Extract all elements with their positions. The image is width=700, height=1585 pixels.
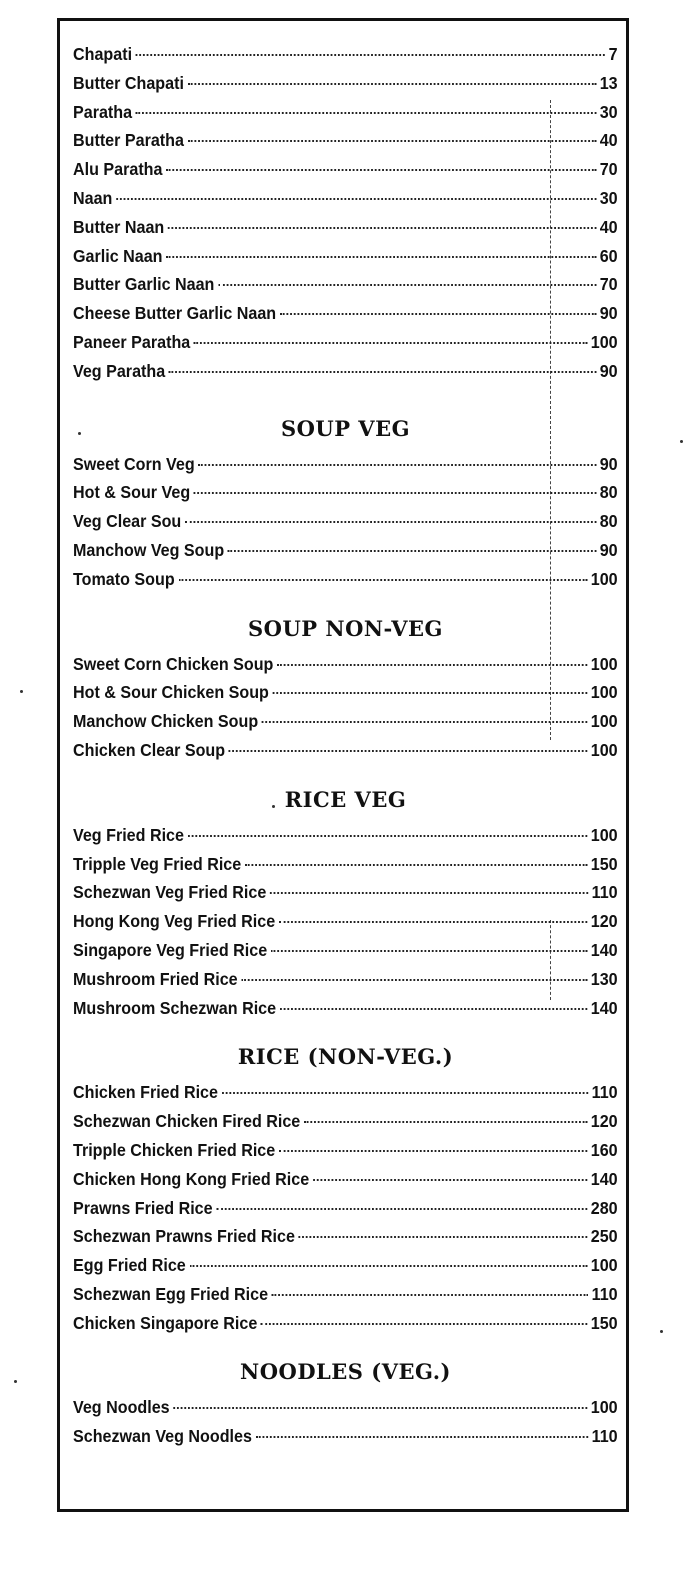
menu-item-name: Naan	[73, 187, 113, 208]
menu-item-name: Chapati	[73, 44, 133, 64]
menu-item-name: Veg Fried Rice	[73, 824, 184, 845]
menu-item-row	[73, 98, 618, 127]
menu-item-row	[73, 936, 618, 965]
menu-item-row	[73, 565, 618, 594]
rice-nonveg-section	[73, 1036, 618, 1337]
section-title-rice-veg: RICE VEG	[284, 786, 407, 812]
menu-item-price: 30	[599, 187, 618, 208]
menu-item-price: 90	[599, 453, 618, 474]
menu-item-row	[73, 1078, 618, 1107]
dot-leader	[188, 835, 587, 837]
menu-item-name: Schezwan Prawns Fried Rice	[73, 1226, 295, 1247]
menu-item-row	[73, 650, 618, 679]
menu-item-row	[73, 1107, 618, 1136]
menu-item-name: Mushroom Fried Rice	[73, 968, 238, 989]
menu-item-row	[73, 707, 618, 736]
menu-item-price: 100	[590, 739, 618, 760]
menu-item-name: Veg Clear Sou	[73, 511, 182, 532]
dot-leader	[166, 169, 596, 171]
menu-item-name: Hot & Sour Chicken Soup	[73, 682, 269, 703]
menu-item-name: Schezwan Chicken Fired Rice	[73, 1111, 301, 1132]
menu-item-row	[73, 821, 618, 850]
menu-item-name: Butter Chapati	[73, 72, 184, 93]
menu-item-name: Mushroom Schezwan Rice	[73, 997, 277, 1018]
menu-item-price: 70	[599, 274, 618, 295]
menu-item-price: 40	[599, 216, 618, 237]
dot-leader	[277, 664, 587, 666]
menu-item-price: 150	[590, 853, 618, 874]
dot-leader	[194, 342, 587, 344]
menu-item-name: Manchow Veg Soup	[73, 539, 225, 560]
dot-leader	[228, 550, 596, 552]
dot-leader	[222, 1092, 588, 1094]
menu-item-price: 160	[590, 1139, 618, 1160]
menu-item-name: Manchow Chicken Soup	[73, 711, 259, 732]
dot-leader	[168, 227, 596, 229]
menu-item-name: Paratha	[73, 101, 133, 122]
menu-item-row	[73, 328, 618, 357]
dot-leader	[241, 979, 587, 981]
dot-leader	[279, 921, 587, 923]
menu-item-price: 120	[590, 1111, 618, 1132]
menu-item-price: 130	[590, 968, 618, 989]
menu-item-row	[73, 507, 618, 536]
section-title-soup-veg: SOUP VEG	[280, 415, 411, 441]
menu-item-price: 250	[590, 1226, 618, 1247]
dot-leader	[169, 371, 596, 373]
menu-item-price: 60	[599, 245, 618, 266]
menu-item-row	[73, 184, 618, 213]
menu-item-name: Chicken Fried Rice	[73, 1082, 218, 1103]
scan-speck	[680, 440, 683, 443]
menu-item-price: 100	[590, 653, 618, 674]
menu-item-price: 110	[591, 1426, 618, 1447]
dot-leader	[313, 1179, 587, 1181]
menu-item-name: Sweet Corn Veg	[73, 453, 195, 474]
section-title-rice-nonveg: RICE (NON-VEG.)	[237, 1044, 454, 1070]
menu-item-name: Hot & Sour Veg	[73, 482, 191, 503]
menu-item-row	[73, 536, 618, 565]
menu-item-row	[73, 850, 618, 879]
menu-item-name: Veg Noodles	[73, 1397, 170, 1418]
dot-leader	[261, 1323, 587, 1325]
scan-speck	[660, 1330, 663, 1333]
dot-leader	[280, 313, 596, 315]
menu-item-price: 13	[599, 72, 618, 93]
dot-leader	[189, 1265, 587, 1267]
menu-item-name: Schezwan Veg Noodles	[73, 1426, 252, 1447]
scan-speck	[20, 690, 23, 693]
dot-leader	[218, 284, 596, 286]
menu-item-price: 140	[590, 997, 618, 1018]
menu-item-price: 100	[590, 824, 618, 845]
menu-item-name: Alu Paratha	[73, 159, 163, 180]
menu-item-name: Singapore Veg Fried Rice	[73, 939, 268, 960]
soup-nonveg-item-list	[73, 650, 618, 765]
menu-item-name: Veg Paratha	[73, 360, 166, 381]
dot-leader	[188, 140, 596, 142]
menu-item-row	[73, 965, 618, 994]
breads-section	[73, 40, 618, 386]
soup-nonveg-section	[73, 608, 618, 765]
dot-leader	[136, 54, 605, 56]
menu-item-price: 100	[590, 1397, 618, 1418]
scan-speck	[14, 1380, 17, 1383]
menu-item-row	[73, 994, 618, 1023]
dot-leader	[299, 1236, 588, 1238]
dot-leader	[185, 521, 596, 523]
menu-item-price: 100	[590, 682, 618, 703]
menu-item-price: 100	[590, 1255, 618, 1276]
dot-leader	[198, 464, 596, 466]
dot-leader	[136, 112, 596, 114]
dot-leader	[116, 198, 596, 200]
dot-leader	[270, 892, 588, 894]
dot-leader	[245, 864, 587, 866]
menu-item-row	[73, 1165, 618, 1194]
menu-item-price: 140	[590, 1168, 618, 1189]
rice-veg-item-list	[73, 821, 618, 1023]
menu-item-row	[73, 1422, 618, 1451]
menu-item-name: Butter Garlic Naan	[73, 274, 215, 295]
dot-leader	[194, 492, 596, 494]
menu-item-name: Butter Paratha	[73, 130, 184, 151]
menu-item-row	[73, 450, 618, 479]
menu-item-row	[73, 1280, 618, 1309]
menu-item-price: 90	[599, 303, 618, 324]
menu-item-row	[73, 40, 618, 69]
menu-item-row	[73, 126, 618, 155]
menu-item-name: Egg Fried Rice	[73, 1255, 186, 1276]
menu-item-row	[73, 1136, 618, 1165]
noodles-veg-item-list	[73, 1393, 618, 1451]
dot-leader	[166, 256, 596, 258]
menu-item-price: 70	[599, 159, 618, 180]
menu-item-row	[73, 242, 618, 271]
menu-item-row	[73, 907, 618, 936]
menu-item-row	[73, 478, 618, 507]
menu-item-name: Sweet Corn Chicken Soup	[73, 653, 274, 674]
menu-item-row	[73, 357, 618, 386]
menu-item-row	[73, 1309, 618, 1338]
menu-item-name: Tripple Veg Fried Rice	[73, 853, 242, 874]
menu-item-price: 110	[591, 882, 618, 903]
dot-leader	[188, 83, 596, 85]
menu-item-price: 80	[599, 482, 618, 503]
dot-leader	[229, 750, 587, 752]
dot-leader	[271, 950, 587, 952]
menu-item-row	[73, 213, 618, 242]
menu-item-row	[73, 1393, 618, 1422]
breads-item-list	[73, 40, 618, 386]
dot-leader	[272, 1294, 588, 1296]
dot-leader	[216, 1208, 587, 1210]
menu-item-name: Tripple Chicken Fried Rice	[73, 1139, 276, 1160]
menu-item-price: 100	[590, 568, 618, 589]
dot-leader	[262, 721, 587, 723]
menu-item-price: 150	[590, 1312, 618, 1333]
menu-item-name: Garlic Naan	[73, 245, 163, 266]
rice-nonveg-item-list	[73, 1078, 618, 1337]
menu-item-name: Cheese Butter Garlic Naan	[73, 303, 277, 324]
menu-item-price: 90	[599, 539, 618, 560]
dot-leader	[256, 1436, 588, 1438]
menu-item-row	[73, 678, 618, 707]
menu-item-name: Schezwan Veg Fried Rice	[73, 882, 267, 903]
soup-veg-section	[73, 408, 618, 594]
menu-item-name: Chicken Hong Kong Fried Rice	[73, 1168, 310, 1189]
section-title-noodles-veg: NOODLES (VEG.)	[240, 1359, 451, 1385]
dot-leader	[178, 579, 587, 581]
menu-item-row	[73, 1222, 618, 1251]
menu-item-name: Butter Naan	[73, 216, 165, 237]
menu-item-price: 30	[599, 101, 618, 122]
menu-item-name: Chicken Clear Soup	[73, 739, 226, 760]
menu-item-price: 100	[590, 711, 618, 732]
dot-leader	[304, 1121, 587, 1123]
menu-item-row	[73, 299, 618, 328]
menu-item-name: Schezwan Egg Fried Rice	[73, 1283, 269, 1304]
menu-item-row	[73, 1251, 618, 1280]
dot-leader	[173, 1407, 587, 1409]
menu-item-price: 90	[599, 360, 618, 381]
menu-item-price: 40	[599, 130, 618, 151]
menu-item-row	[73, 270, 618, 299]
soup-veg-item-list	[73, 450, 618, 594]
menu-item-name: Chicken Singapore Rice	[73, 1312, 258, 1333]
menu-item-price: 80	[599, 511, 618, 532]
menu-item-price: 280	[590, 1197, 618, 1218]
menu-item-price: 120	[590, 911, 618, 932]
menu-item-price: 7	[608, 44, 618, 64]
menu-item-row	[73, 736, 618, 765]
menu-item-price: 110	[591, 1283, 618, 1304]
dot-leader	[273, 692, 588, 694]
menu-item-row	[73, 69, 618, 98]
menu-item-name: Hong Kong Veg Fried Rice	[73, 911, 276, 932]
menu-item-name: Tomato Soup	[73, 568, 175, 589]
dot-leader	[279, 1150, 587, 1152]
menu-item-row	[73, 1194, 618, 1223]
menu-item-name: Prawns Fried Rice	[73, 1197, 213, 1218]
menu-item-price: 100	[590, 331, 618, 352]
menu-item-price: 110	[591, 1082, 618, 1103]
menu-item-row	[73, 878, 618, 907]
section-title-soup-nonveg: SOUP NON-VEG	[248, 615, 443, 641]
noodles-veg-section	[73, 1351, 618, 1451]
menu-content	[73, 40, 618, 1451]
menu-item-row	[73, 155, 618, 184]
rice-veg-section	[73, 779, 618, 1023]
dot-leader	[280, 1008, 587, 1010]
menu-item-name: Paneer Paratha	[73, 331, 191, 352]
menu-item-price: 140	[590, 939, 618, 960]
